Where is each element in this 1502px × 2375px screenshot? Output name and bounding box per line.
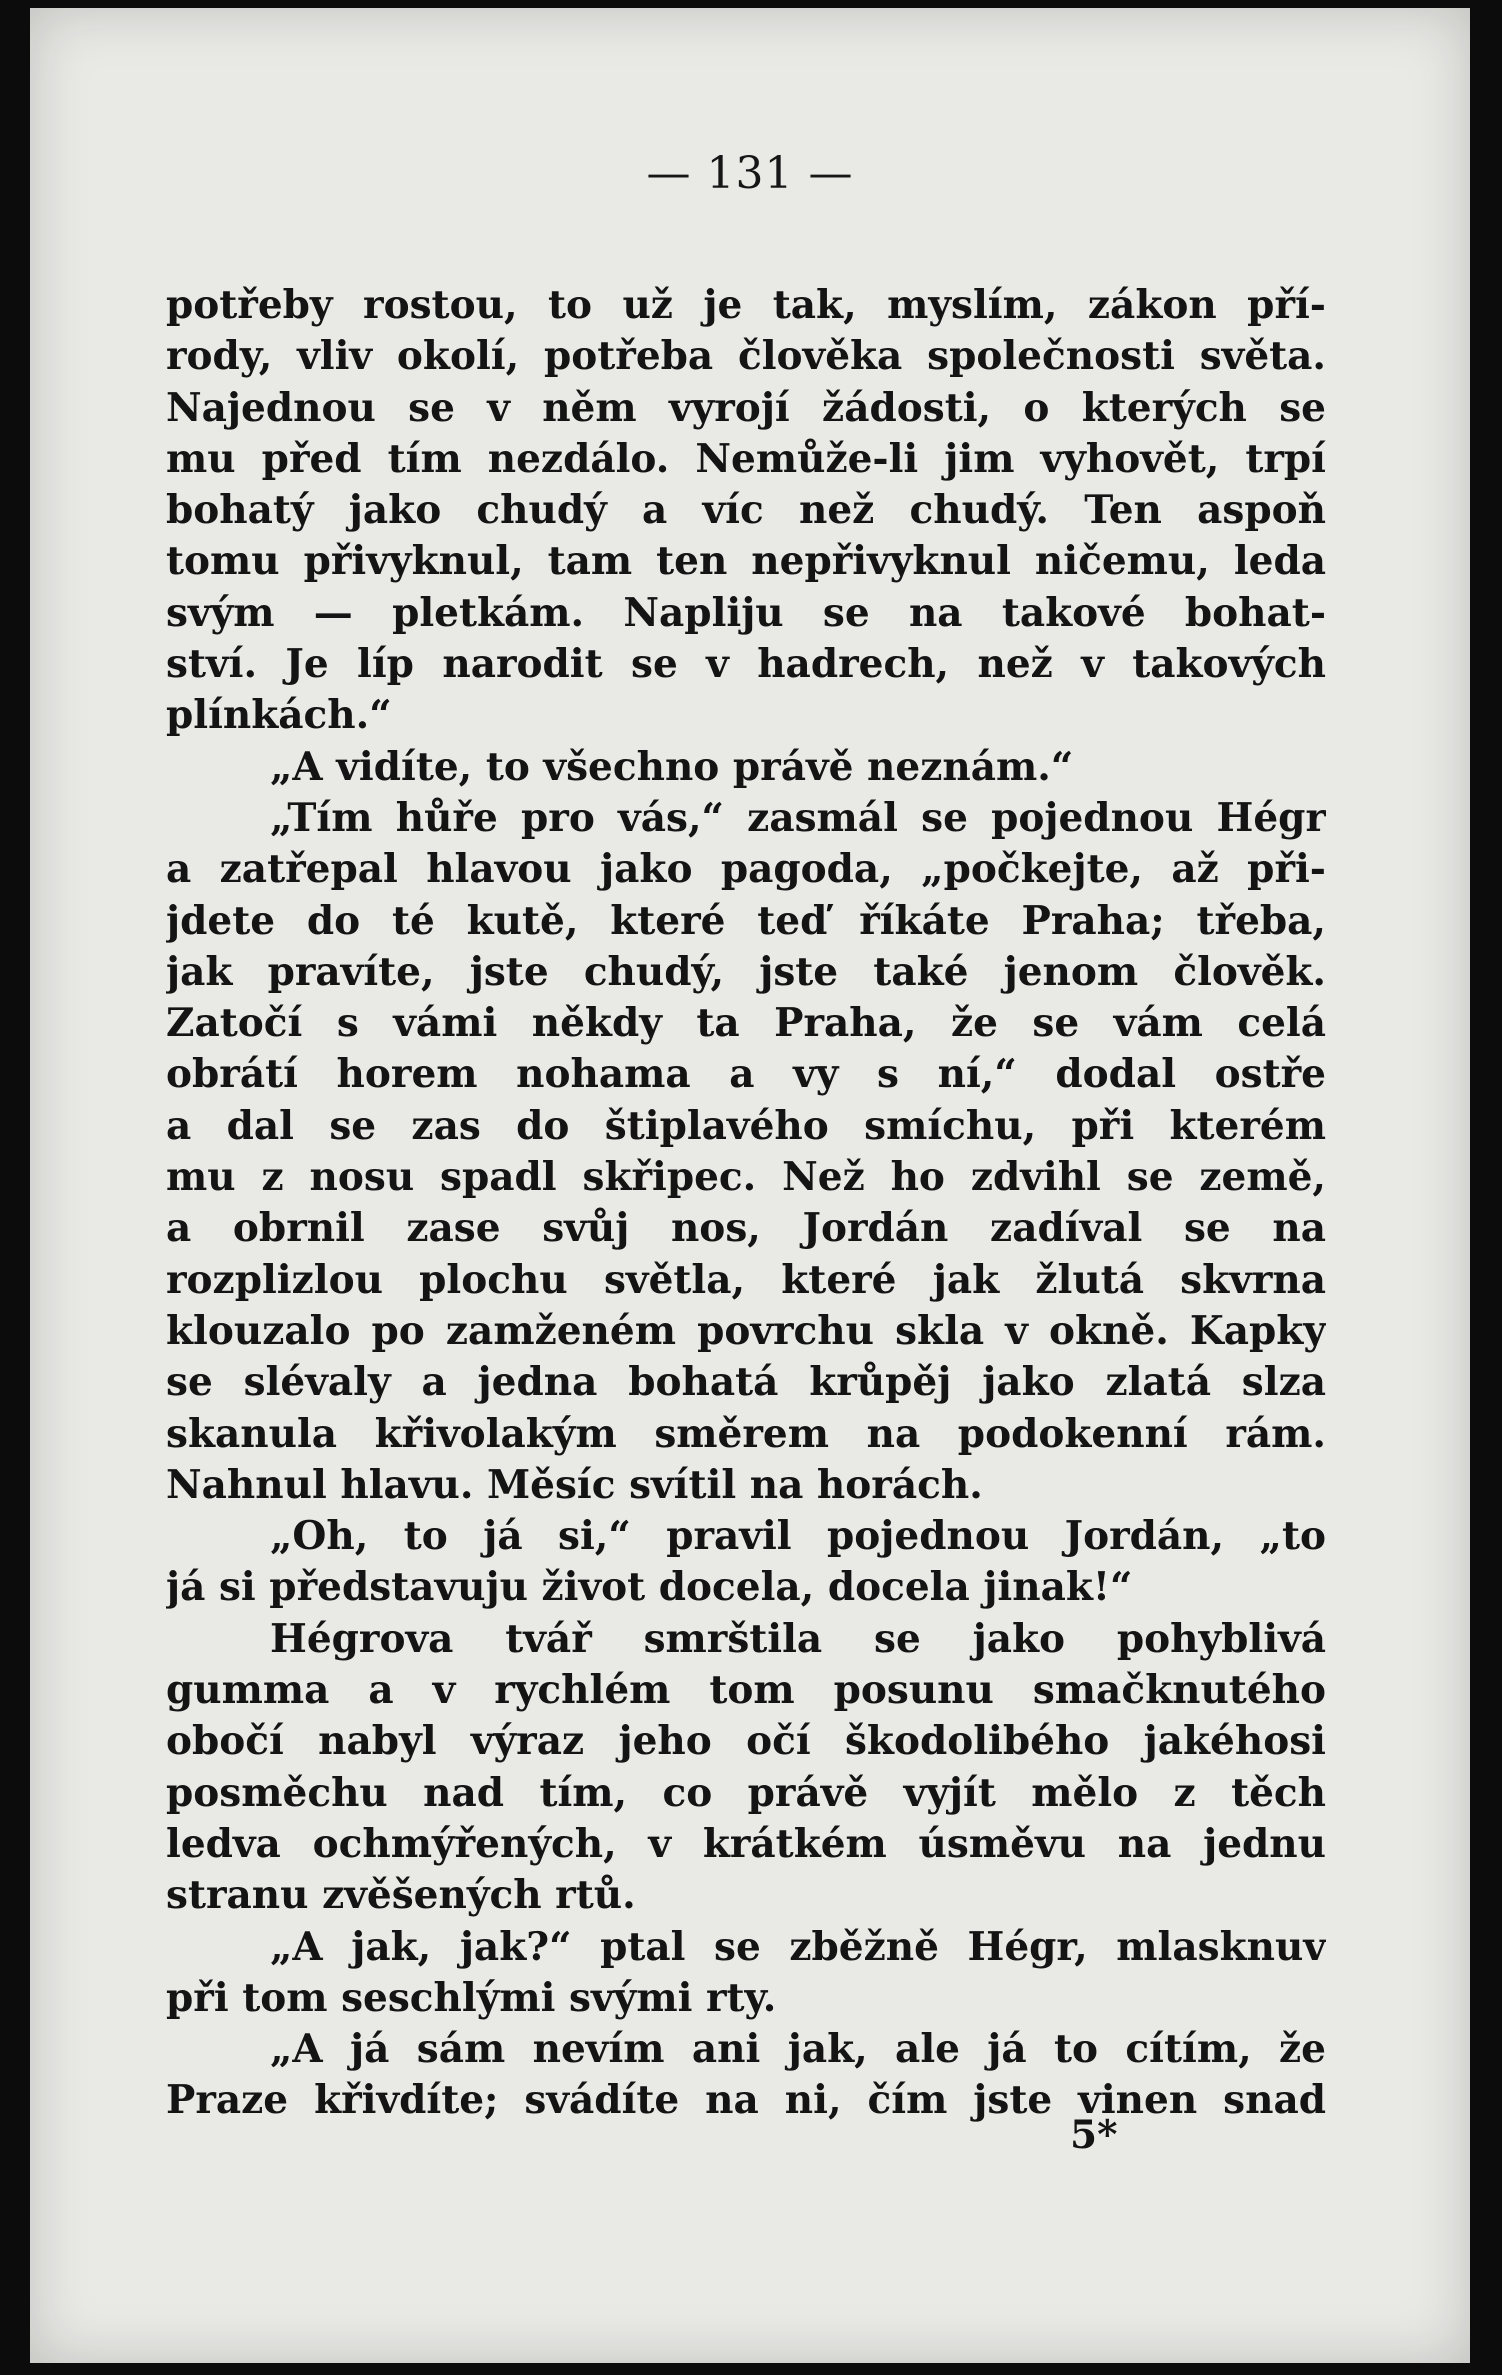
text-line: mu z nosu spadl skřipec. Než ho zdvihl se země, <box>166 1154 1326 1201</box>
text-line: bohatý jako chudý a víc než chudý. Ten aspoň <box>166 487 1326 534</box>
text-line: a dal se zas do štiplavého smíchu, při kterém <box>166 1102 1326 1149</box>
text-line: obočí nabyl výraz jeho očí škodolibého jakéhosi <box>166 1718 1326 1765</box>
text-line: se slévaly a jedna bohatá krůpěj jako zlatá slza <box>166 1359 1326 1406</box>
text-line: mu před tím nezdálo. Nemůže-li jim vyhovět, trpí <box>166 435 1326 482</box>
text-line: gumma a v rychlém tom posunu smačknutého <box>166 1667 1326 1714</box>
text-line: posměchu nad tím, co právě vyjít mělo z těch <box>166 1769 1326 1816</box>
text-line: skanula křivolakým směrem na podokenní rám. <box>166 1410 1326 1457</box>
book-page <box>30 8 1470 2363</box>
text-line: potřeby rostou, to už je tak, myslím, zákon pří- <box>166 282 1326 328</box>
text-line: jak pravíte, jste chudý, jste také jenom člověk. <box>166 948 1326 995</box>
text-line: rody, vliv okolí, potřeba člověka společnosti světa. <box>166 333 1326 380</box>
text-line: svým — pletkám. Napliju se na takové bohat- <box>166 589 1326 636</box>
text-line: plínkách.“ <box>166 692 392 739</box>
body-text <box>166 280 1326 2127</box>
text-line: a obrnil zase svůj nos, Jordán zadíval se na <box>166 1205 1326 1252</box>
text-line: „A vidíte, to všechno právě neznám.“ <box>270 743 1074 790</box>
text-line: „Oh, to já si,“ pravil pojednou Jordán, „to <box>270 1513 1326 1560</box>
text-line: já si představuju život docela, docela jinak!“ <box>166 1564 1133 1611</box>
text-line: Praze křivdíte; svádíte na ni, čím jste vinen snad <box>166 2077 1326 2124</box>
text-line: „A já sám nevím ani jak, ale já to cítím, že <box>270 2026 1326 2073</box>
text-line: obrátí horem nohama a vy s ní,“ dodal ostře <box>166 1051 1326 1098</box>
page-number: — 131 — <box>646 148 854 199</box>
text-line: a zatřepal hlavou jako pagoda, „počkejte, až při- <box>166 846 1326 893</box>
text-line: ství. Je líp narodit se v hadrech, než v takových <box>166 641 1326 688</box>
text-line: Zatočí s vámi někdy ta Praha, že se vám celá <box>166 1000 1326 1047</box>
text-line: klouzalo po zamženém povrchu skla v okně. Kapky <box>166 1307 1326 1354</box>
text-line: Hégrova tvář smrštila se jako pohyblivá <box>270 1615 1326 1662</box>
text-line: stranu zvěšených rtů. <box>166 1872 636 1919</box>
printer-signature: 5* <box>1070 2112 1118 2158</box>
text-line: Nahnul hlavu. Měsíc svítil na horách. <box>166 1461 983 1508</box>
text-line: tomu přivyknul, tam ten nepřivyknul ničemu, leda <box>166 538 1326 585</box>
text-line: při tom seschlými svými rty. <box>166 1974 777 2021</box>
text-line: „A jak, jak?“ ptal se zběžně Hégr, mlasknuv <box>270 1923 1326 1970</box>
text-line: ledva ochmýřených, v krátkém úsměvu na jednu <box>166 1820 1326 1867</box>
text-line: Najednou se v něm vyrojí žádosti, o kterých se <box>166 384 1326 431</box>
text-line: jdete do té kutě, které teď říkáte Praha; třeba, <box>166 897 1326 944</box>
text-line: „Tím hůře pro vás,“ zasmál se pojednou Hégr <box>270 794 1326 841</box>
text-line: rozplizlou plochu světla, které jak žlutá skvrna <box>166 1256 1326 1303</box>
